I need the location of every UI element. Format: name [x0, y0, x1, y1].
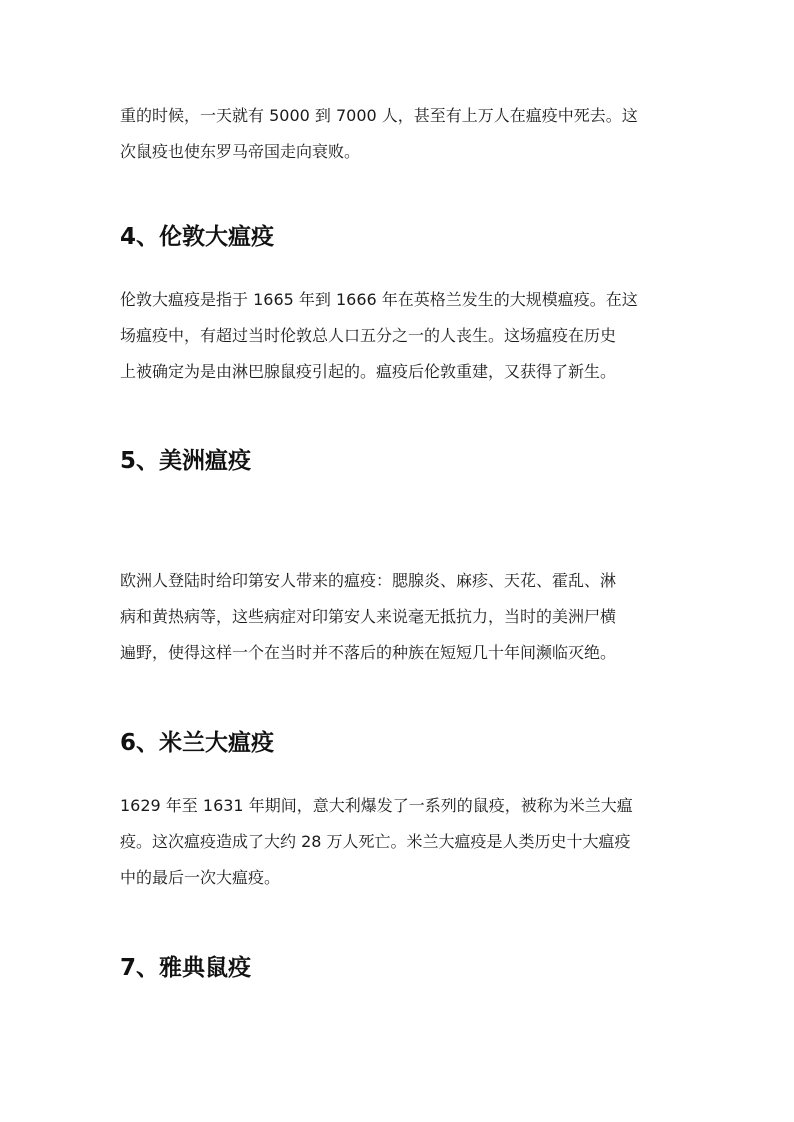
paragraph-byzantine-plague-end [120, 98, 680, 170]
paragraph-line: 1629 年至 1631 年期间，意大利爆发了一系列的鼠疫，被称为米兰大瘟 [120, 796, 633, 815]
heading-milan-plague: 6、米兰大瘟疫 [120, 730, 275, 756]
heading-americas-plague: 5、美洲瘟疫 [120, 448, 252, 474]
paragraph-line: 场瘟疫中，有超过当时伦敦总人口五分之一的人丧生。这场瘟疫在历史 [120, 326, 617, 345]
paragraph-line: 疫。这次瘟疫造成了大约 28 万人死亡。米兰大瘟疫是人类历史十大瘟疫 [120, 832, 631, 851]
paragraph-line: 欧洲人登陆时给印第安人带来的瘟疫：腮腺炎、麻疹、天花、霍乱、淋 [120, 571, 617, 590]
paragraph-line: 上被确定为是由淋巴腺鼠疫引起的。瘟疫后伦敦重建，又获得了新生。 [120, 362, 617, 381]
paragraph-line: 遍野，使得这样一个在当时并不落后的种族在短短几十年间濒临灭绝。 [120, 643, 617, 662]
heading-london-plague: 4、伦敦大瘟疫 [120, 224, 275, 250]
paragraph-london-plague [120, 282, 680, 390]
paragraph-line: 病和黄热病等，这些病症对印第安人来说毫无抵抗力，当时的美洲尸横 [120, 607, 617, 626]
paragraph-line: 伦敦大瘟疫是指于 1665 年到 1666 年在英格兰发生的大规模瘟疫。在这 [120, 290, 638, 309]
paragraph-line: 重的时候，一天就有 5000 到 7000 人，甚至有上万人在瘟疫中死去。这 [120, 106, 638, 125]
paragraph-line: 中的最后一次大瘟疫。 [120, 868, 281, 887]
paragraph-line: 次鼠疫也使东罗马帝国走向衰败。 [120, 142, 361, 161]
paragraph-americas-plague [120, 563, 680, 671]
heading-athens-plague: 7、雅典鼠疫 [120, 955, 252, 981]
paragraph-milan-plague [120, 788, 680, 896]
